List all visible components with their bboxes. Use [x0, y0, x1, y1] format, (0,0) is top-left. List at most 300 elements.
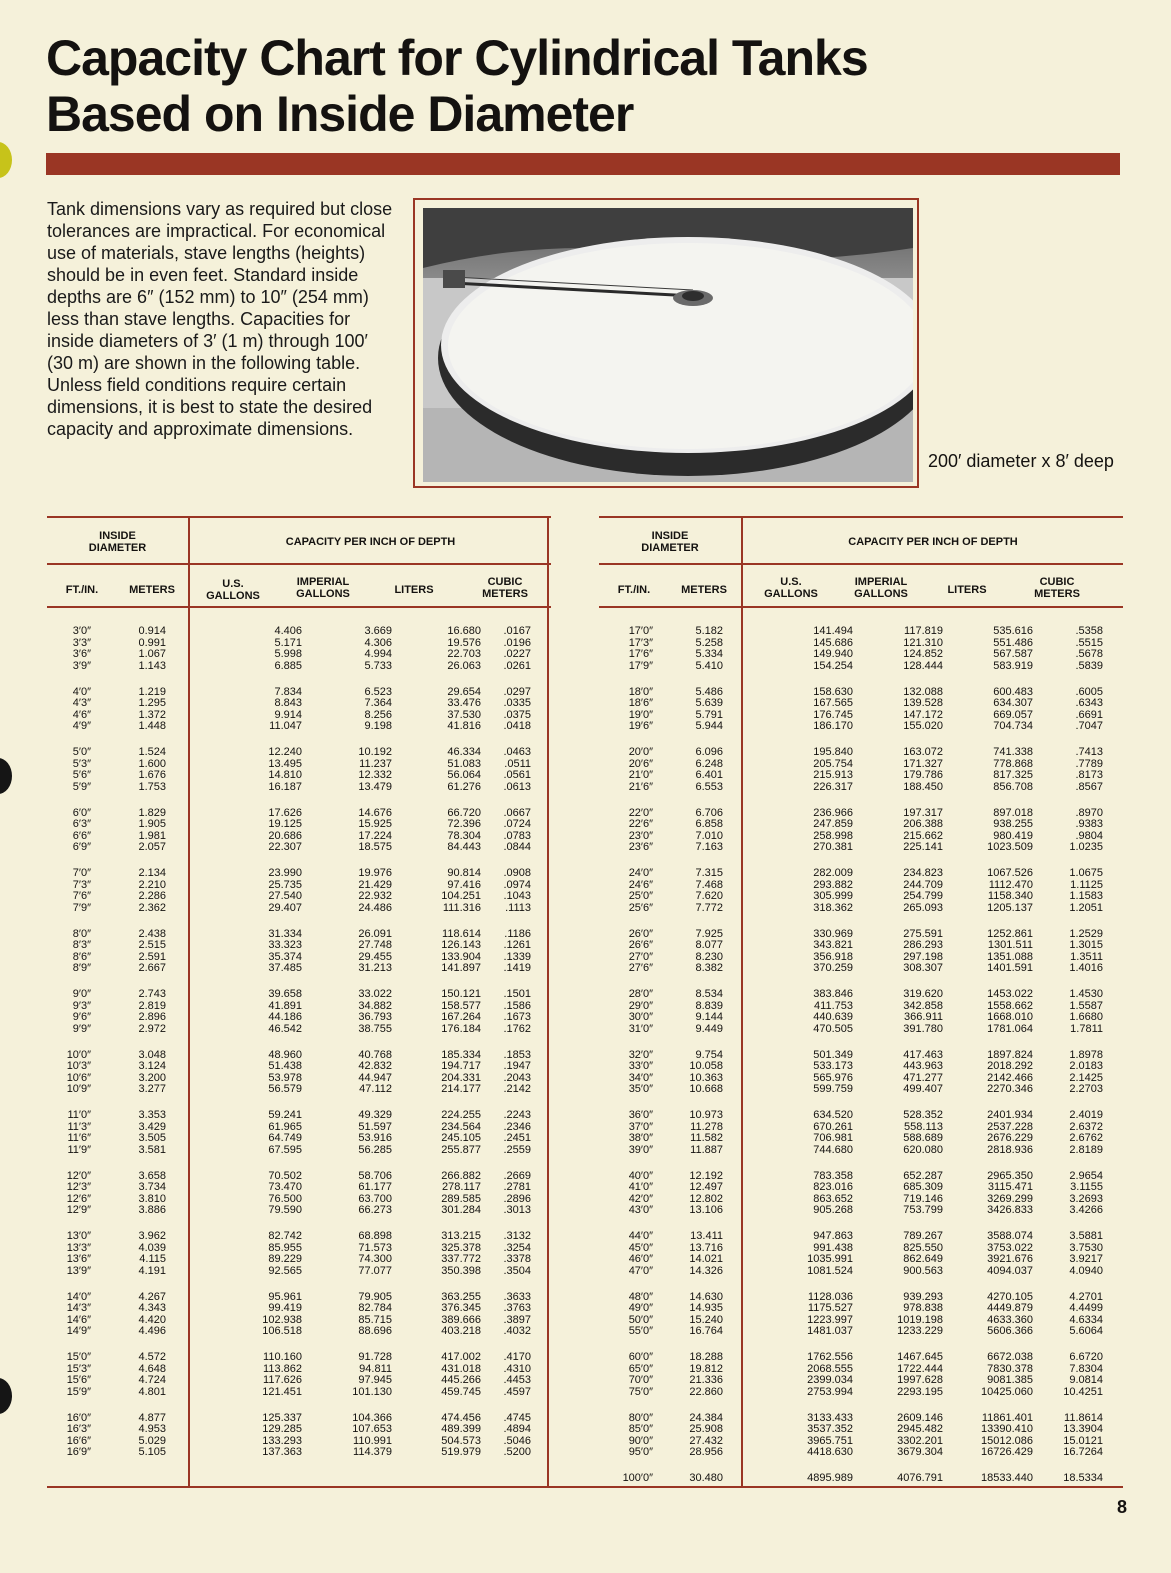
cell-meters: 5.639	[695, 697, 723, 710]
cell-cubic-meters: .0261	[503, 659, 531, 672]
cell-ft-in: 6′3″	[72, 818, 91, 831]
cell-us-gallons: 7.834	[274, 685, 302, 698]
cell-meters: 5.410	[695, 659, 723, 672]
cell-us-gallons: 411.753	[814, 999, 853, 1012]
cell-liters: 1112.470	[988, 878, 1033, 891]
cell-imperial-gallons: 588.689	[903, 1132, 943, 1145]
cell-cubic-meters: .4894	[503, 1423, 531, 1436]
cell-meters: 21.336	[689, 1374, 723, 1387]
cell-us-gallons: 440.639	[813, 1011, 853, 1024]
cell-meters: 2.667	[138, 962, 166, 975]
cell-us-gallons: 67.595	[268, 1143, 302, 1156]
cell-imperial-gallons: 308.307	[903, 962, 943, 975]
cell-liters: 3588.074	[987, 1230, 1033, 1242]
table-row	[599, 1242, 1123, 1254]
cell-ft-in: 35′0″	[628, 1083, 653, 1096]
cell-meters: 1.219	[138, 685, 166, 698]
cell-liters: 133.904	[441, 950, 481, 963]
table-row	[47, 890, 551, 902]
cell-meters: 4.267	[138, 1290, 166, 1303]
table-row	[47, 879, 551, 891]
cell-liters: 19.576	[447, 636, 481, 649]
cell-liters: 1453.022	[987, 988, 1033, 1000]
cell-meters: 9.449	[695, 1022, 723, 1035]
cell-meters: 6.096	[695, 746, 723, 758]
cell-imperial-gallons: 978.838	[903, 1302, 943, 1315]
cell-us-gallons: 12.240	[268, 746, 302, 758]
cell-imperial-gallons: 319.620	[903, 988, 943, 1000]
table-row	[47, 1374, 551, 1386]
table-row	[47, 660, 551, 672]
cell-imperial-gallons: 825.550	[903, 1241, 943, 1254]
cell-imperial-gallons: 7.364	[364, 697, 392, 710]
cell-cubic-meters: .9383	[1075, 818, 1103, 831]
cell-us-gallons: 145.686	[813, 636, 853, 649]
cell-us-gallons: 186.170	[813, 720, 853, 733]
cell-liters: 1781.064	[987, 1022, 1033, 1035]
cell-imperial-gallons: 1467.645	[897, 1351, 943, 1363]
cell-meters: 7.468	[695, 878, 723, 891]
cell-us-gallons: 343.821	[813, 939, 853, 952]
cell-liters: 489.399	[441, 1423, 481, 1436]
cell-imperial-gallons: 265.093	[903, 901, 943, 914]
cell-cubic-meters: 6.6720	[1069, 1351, 1103, 1363]
cell-liters: 1158.340	[987, 890, 1033, 903]
cell-liters: 33.476	[447, 697, 481, 710]
cell-cubic-meters: .9804	[1075, 829, 1103, 842]
cell-us-gallons: 92.565	[268, 1264, 302, 1277]
cell-ft-in: 10′0″	[66, 1048, 91, 1061]
cell-cubic-meters: 10.4251	[1063, 1385, 1103, 1398]
cell-imperial-gallons: 15.925	[358, 818, 392, 831]
cell-imperial-gallons: 234.823	[903, 867, 943, 879]
cell-imperial-gallons: 1019.198	[897, 1313, 943, 1326]
cell-liters: 817.325	[993, 769, 1033, 782]
binder-hole	[0, 142, 12, 178]
cell-cubic-meters: .6005	[1075, 685, 1103, 698]
cell-imperial-gallons: 77.077	[358, 1264, 392, 1277]
cell-ft-in: 18′6″	[628, 697, 653, 710]
cell-meters: 4.420	[138, 1313, 166, 1326]
cell-us-gallons: 73.470	[268, 1181, 302, 1194]
table-row	[47, 902, 551, 914]
cell-liters: 2401.934	[987, 1109, 1033, 1121]
cell-liters: 741.338	[993, 746, 1033, 758]
cell-liters: 16.680	[447, 625, 481, 637]
cell-cubic-meters: .2043	[503, 1071, 531, 1084]
table-row	[599, 1000, 1123, 1012]
cell-us-gallons: 141.494	[813, 625, 853, 637]
cell-meters: 7.163	[695, 841, 723, 854]
cell-cubic-meters: 1.6680	[1069, 1011, 1103, 1024]
cell-imperial-gallons: 13.479	[358, 780, 392, 793]
table-row	[599, 1253, 1123, 1265]
cell-imperial-gallons: 3.669	[364, 625, 392, 637]
cell-imperial-gallons: 499.407	[903, 1083, 943, 1096]
cell-meters: 7.925	[695, 927, 723, 940]
cell-liters: 2818.936	[987, 1143, 1033, 1156]
cell-liters: 3753.022	[987, 1241, 1033, 1254]
cell-liters: 2270.346	[987, 1083, 1033, 1096]
cell-liters: 90.814	[447, 867, 481, 879]
cell-imperial-gallons: 121.310	[903, 636, 943, 649]
table-row	[599, 769, 1123, 781]
cell-us-gallons: 1762.556	[807, 1351, 853, 1363]
cell-imperial-gallons: 342.858	[903, 999, 943, 1012]
table-row	[599, 1423, 1123, 1435]
cell-us-gallons: 110.160	[263, 1351, 302, 1363]
cell-cubic-meters: 1.3511	[1070, 950, 1103, 963]
cell-meters: 4.115	[139, 1253, 166, 1266]
cell-ft-in: 10′6″	[66, 1071, 91, 1084]
cell-liters: 567.587	[993, 648, 1033, 661]
cell-ft-in: 15′0″	[66, 1351, 91, 1363]
table-subheader-rule	[599, 606, 1123, 608]
cell-cubic-meters: .1673	[503, 1011, 531, 1024]
cell-meters: 5.182	[695, 625, 723, 637]
cell-imperial-gallons: 939.293	[903, 1290, 943, 1303]
cell-imperial-gallons: 1997.628	[897, 1374, 943, 1387]
cell-cubic-meters: .0783	[503, 829, 531, 842]
cell-meters: 5.791	[695, 708, 723, 721]
cell-cubic-meters: .3378	[503, 1253, 531, 1266]
cell-imperial-gallons: 21.429	[358, 878, 392, 891]
cell-ft-in: 9′9″	[72, 1022, 91, 1035]
cell-us-gallons: 2068.555	[807, 1362, 853, 1375]
cell-cubic-meters: .8970	[1075, 806, 1103, 819]
cell-liters: 980.419	[993, 829, 1033, 842]
cell-liters: 519.979	[441, 1446, 481, 1459]
table-row	[599, 1374, 1123, 1386]
cell-imperial-gallons: 17.224	[358, 829, 392, 842]
table-row	[599, 988, 1123, 1000]
cell-ft-in: 26′0″	[628, 927, 653, 940]
cell-cubic-meters: .0561	[503, 769, 531, 782]
cell-cubic-meters: 9.0814	[1069, 1374, 1103, 1387]
cell-cubic-meters: .1586	[503, 999, 531, 1012]
cell-meters: 8.534	[695, 988, 723, 1000]
cell-cubic-meters: .3013	[503, 1204, 531, 1217]
cell-meters: 3.048	[138, 1048, 166, 1061]
cell-ft-in: 3′3″	[72, 636, 91, 649]
cell-liters: 856.708	[993, 780, 1033, 793]
cell-cubic-meters: .0511	[504, 757, 531, 770]
cell-liters: 669.057	[993, 708, 1033, 721]
table-row	[47, 1023, 551, 1035]
cell-us-gallons: 305.999	[813, 890, 853, 903]
cell-meters: 14.326	[689, 1264, 723, 1277]
cell-us-gallons: 670.261	[813, 1120, 853, 1133]
cell-meters: 16.764	[689, 1325, 723, 1338]
cell-meters: 1.829	[138, 806, 166, 819]
cell-liters: 204.331	[441, 1071, 481, 1084]
cell-liters: 4270.105	[987, 1290, 1033, 1303]
cell-imperial-gallons: 528.352	[903, 1109, 943, 1121]
header-cubic-meters: CUBIC METERS	[482, 576, 528, 600]
cell-ft-in: 9′3″	[72, 999, 91, 1012]
table-row	[47, 962, 551, 974]
table-row	[599, 1412, 1123, 1424]
cell-liters: 167.264	[441, 1011, 481, 1024]
cell-ft-in: 24′0″	[628, 867, 653, 879]
cell-liters: 2965.350	[987, 1169, 1033, 1182]
cell-ft-in: 13′6″	[66, 1253, 91, 1266]
table-row	[599, 1204, 1123, 1216]
cell-ft-in: 14′0″	[66, 1290, 91, 1303]
cell-imperial-gallons: 147.172	[903, 708, 943, 721]
cell-meters: 13.716	[689, 1241, 723, 1254]
cell-cubic-meters: .7413	[1075, 746, 1103, 758]
cell-liters: 214.177	[441, 1083, 481, 1096]
cell-liters: 1401.591	[987, 962, 1033, 975]
cell-cubic-meters: .5515	[1075, 636, 1103, 649]
cell-us-gallons: 270.381	[813, 841, 853, 854]
cell-meters: 12.192	[689, 1169, 723, 1182]
cell-us-gallons: 22.307	[268, 841, 302, 854]
cell-ft-in: 15′6″	[66, 1374, 91, 1387]
binder-hole	[0, 758, 12, 794]
table-row	[599, 648, 1123, 660]
cell-meters: 3.734	[138, 1181, 166, 1194]
table-row	[599, 1314, 1123, 1326]
cell-imperial-gallons: 275.591	[903, 927, 943, 940]
cell-cubic-meters: .1113	[505, 901, 531, 914]
cell-us-gallons: 783.358	[813, 1169, 853, 1182]
cell-cubic-meters: 2.4019	[1069, 1109, 1103, 1121]
cell-us-gallons: 5.171	[274, 636, 302, 649]
cell-ft-in: 12′9″	[66, 1204, 91, 1217]
cell-cubic-meters: .3763	[503, 1302, 531, 1315]
table-row	[599, 1144, 1123, 1156]
cell-us-gallons: 2399.034	[807, 1374, 853, 1387]
cell-us-gallons: 113.862	[263, 1362, 302, 1375]
cell-us-gallons: 79.590	[268, 1204, 302, 1217]
cell-ft-in: 10′9″	[66, 1083, 91, 1096]
cell-cubic-meters: 3.7530	[1069, 1241, 1103, 1254]
table-row	[47, 1302, 551, 1314]
cell-cubic-meters: .6691	[1075, 708, 1103, 721]
cell-liters: 704.734	[993, 720, 1033, 733]
cell-ft-in: 11′6″	[67, 1132, 91, 1145]
cell-meters: 6.248	[695, 757, 723, 770]
table-row	[599, 1083, 1123, 1095]
header-us-gallons: U.S. GALLONS	[206, 578, 260, 602]
table-row	[599, 1325, 1123, 1337]
cell-imperial-gallons: 117.819	[904, 625, 943, 637]
cell-imperial-gallons: 101.130	[352, 1385, 392, 1398]
cell-us-gallons: 1035.991	[807, 1253, 853, 1266]
cell-liters: 1558.662	[987, 999, 1033, 1012]
cell-liters: 16726.429	[981, 1446, 1033, 1459]
cell-liters: 417.002	[441, 1351, 481, 1363]
table-row	[47, 928, 551, 940]
cell-meters: 7.620	[695, 890, 723, 903]
cell-us-gallons: 51.438	[268, 1060, 302, 1073]
cell-ft-in: 11′0″	[67, 1109, 91, 1121]
cell-ft-in: 7′6″	[72, 890, 91, 903]
cell-ft-in: 7′9″	[72, 901, 91, 914]
cell-imperial-gallons: 22.932	[358, 890, 392, 903]
cell-ft-in: 16′6″	[66, 1434, 91, 1447]
cell-ft-in: 22′6″	[628, 818, 653, 831]
cell-cubic-meters: .2346	[503, 1120, 531, 1133]
cell-ft-in: 8′6″	[72, 950, 91, 963]
cell-meters: 2.286	[138, 890, 166, 903]
cell-cubic-meters: 2.1425	[1069, 1071, 1103, 1084]
cell-meters: 9.144	[695, 1011, 723, 1024]
cell-us-gallons: 4.406	[274, 625, 302, 637]
cell-cubic-meters: .0196	[503, 636, 531, 649]
cell-meters: 11.278	[690, 1120, 723, 1133]
cell-liters: 10425.060	[981, 1385, 1033, 1398]
table-row	[599, 1363, 1123, 1375]
cell-liters: 1023.509	[987, 841, 1033, 854]
intro-paragraph: Tank dimensions vary as required but close tolerances are impractical. For economical use of materials, stave lengths (heights) should be in even feet. Standard inside depths are 6″ (152 mm) to 10″ (254 mm) less than stave lengths. Capacities for inside diameters of 3′ (1 m) through 100′ (30 m) are shown in the following table. Unless field conditions require certain dimensions, it is best to state the desired capacity and approximate dimensions.	[47, 199, 393, 439]
cell-liters: 2676.229	[987, 1132, 1033, 1145]
table-row	[47, 1314, 551, 1326]
table-row	[47, 841, 551, 853]
cell-meters: 3.277	[138, 1083, 166, 1096]
table-row	[47, 1109, 551, 1121]
cell-imperial-gallons: 685.309	[903, 1181, 943, 1194]
cell-us-gallons: 947.863	[813, 1230, 853, 1242]
cell-cubic-meters: .3504	[503, 1264, 531, 1277]
cell-cubic-meters: 1.2051	[1069, 901, 1103, 914]
cell-cubic-meters: .2243	[503, 1109, 531, 1121]
table-row	[599, 830, 1123, 842]
cell-liters: 176.184	[441, 1022, 481, 1035]
cell-ft-in: 29′0″	[628, 999, 653, 1012]
table-row	[47, 939, 551, 951]
cell-cubic-meters: .2142	[503, 1083, 531, 1096]
table-top-rule	[599, 516, 1123, 518]
cell-liters: 61.276	[447, 780, 481, 793]
cell-cubic-meters: 7.8304	[1069, 1362, 1103, 1375]
cell-us-gallons: 565.976	[813, 1071, 853, 1084]
cell-imperial-gallons: 132.088	[903, 685, 943, 698]
cell-imperial-gallons: 1233.229	[897, 1325, 943, 1338]
cell-imperial-gallons: 558.113	[904, 1120, 943, 1133]
cell-meters: 10.668	[689, 1083, 723, 1096]
table-row	[47, 1412, 551, 1424]
cell-cubic-meters: 1.1125	[1070, 878, 1103, 891]
cell-cubic-meters: .0227	[503, 648, 531, 661]
cell-liters: 634.307	[993, 697, 1033, 710]
table-top-rule	[47, 516, 551, 518]
cell-cubic-meters: 4.6334	[1069, 1313, 1103, 1326]
cell-ft-in: 14′3″	[66, 1302, 91, 1315]
cell-meters: 22.860	[689, 1385, 723, 1398]
cell-ft-in: 26′6″	[628, 939, 653, 952]
table-row	[599, 902, 1123, 914]
cell-meters: 3.353	[138, 1109, 166, 1121]
cell-ft-in: 9′0″	[72, 988, 91, 1000]
cell-ft-in: 38′0″	[628, 1132, 653, 1145]
cell-ft-in: 28′0″	[628, 988, 653, 1000]
table-row	[47, 1193, 551, 1205]
cell-ft-in: 4′9″	[72, 720, 91, 733]
cell-imperial-gallons: 6.523	[364, 685, 392, 698]
cell-us-gallons: 370.259	[813, 962, 853, 975]
table-row	[47, 1121, 551, 1133]
cell-us-gallons: 125.337	[262, 1411, 302, 1424]
table-row	[47, 1049, 551, 1061]
cell-us-gallons: 318.362	[813, 901, 853, 914]
cell-imperial-gallons: 33.022	[358, 988, 392, 1000]
cell-cubic-meters: .2781	[503, 1181, 531, 1194]
cell-ft-in: 6′9″	[72, 841, 91, 854]
cell-ft-in: 27′0″	[628, 950, 653, 963]
cell-liters: 6672.038	[987, 1351, 1033, 1363]
cell-us-gallons: 154.254	[813, 659, 853, 672]
cell-us-gallons: 56.579	[268, 1083, 302, 1096]
cell-ft-in: 30′0″	[628, 1011, 653, 1024]
cell-ft-in: 12′6″	[66, 1192, 91, 1205]
cell-us-gallons: 3965.751	[807, 1434, 853, 1447]
cell-liters: 376.345	[441, 1302, 481, 1315]
table-row	[47, 1000, 551, 1012]
cell-us-gallons: 14.810	[268, 769, 302, 782]
cell-liters: 337.772	[441, 1253, 481, 1266]
cell-meters: 4.496	[138, 1325, 166, 1338]
cell-imperial-gallons: 753.799	[903, 1204, 943, 1217]
cell-ft-in: 5′6″	[72, 769, 91, 782]
cell-ft-in: 16′3″	[66, 1423, 91, 1436]
table-row	[599, 1446, 1123, 1458]
table-row	[47, 1170, 551, 1182]
cell-liters: 3269.299	[987, 1192, 1033, 1205]
cell-liters: 3921.676	[987, 1253, 1033, 1266]
cell-meters: 7.010	[695, 829, 723, 842]
cell-liters: 897.018	[993, 806, 1033, 819]
cell-ft-in: 49′0″	[628, 1302, 653, 1315]
cell-meters: 1.372	[138, 708, 166, 721]
cell-ft-in: 13′9″	[66, 1264, 91, 1277]
cell-meters: 4.191	[138, 1264, 166, 1277]
cell-imperial-gallons: 139.528	[903, 697, 943, 710]
cell-meters: 7.772	[695, 901, 723, 914]
cell-us-gallons: 99.419	[268, 1302, 302, 1315]
cell-cubic-meters: .5358	[1075, 625, 1103, 637]
cell-us-gallons: 634.520	[813, 1109, 853, 1121]
table-header-rule	[599, 563, 1123, 565]
cell-liters: 459.745	[441, 1385, 481, 1398]
cell-meters: 4.953	[138, 1423, 166, 1436]
cell-us-gallons: 356.918	[813, 950, 853, 963]
cell-liters: 51.083	[447, 757, 481, 770]
table-row	[599, 758, 1123, 770]
cell-us-gallons: 226.317	[813, 780, 853, 793]
cell-ft-in: 7′0″	[72, 867, 91, 879]
cell-liters: 46.334	[447, 746, 481, 758]
cell-liters: 255.877	[441, 1143, 481, 1156]
cell-us-gallons: 53.978	[268, 1071, 302, 1084]
table-row	[47, 1060, 551, 1072]
cell-liters: 1897.824	[987, 1048, 1033, 1061]
cell-cubic-meters: .3132	[503, 1230, 531, 1242]
cell-us-gallons: 33.323	[268, 939, 302, 952]
cell-us-gallons: 70.502	[268, 1169, 302, 1182]
cell-meters: 13.106	[689, 1204, 723, 1217]
table-row	[47, 1325, 551, 1337]
cell-imperial-gallons: 18.575	[358, 841, 392, 854]
cell-ft-in: 60′0″	[628, 1351, 653, 1363]
cell-cubic-meters: .1762	[503, 1022, 531, 1035]
cell-cubic-meters: .4310	[503, 1362, 531, 1375]
table-row	[599, 867, 1123, 879]
cell-imperial-gallons: 188.450	[903, 780, 943, 793]
cell-meters: 3.581	[138, 1143, 166, 1156]
